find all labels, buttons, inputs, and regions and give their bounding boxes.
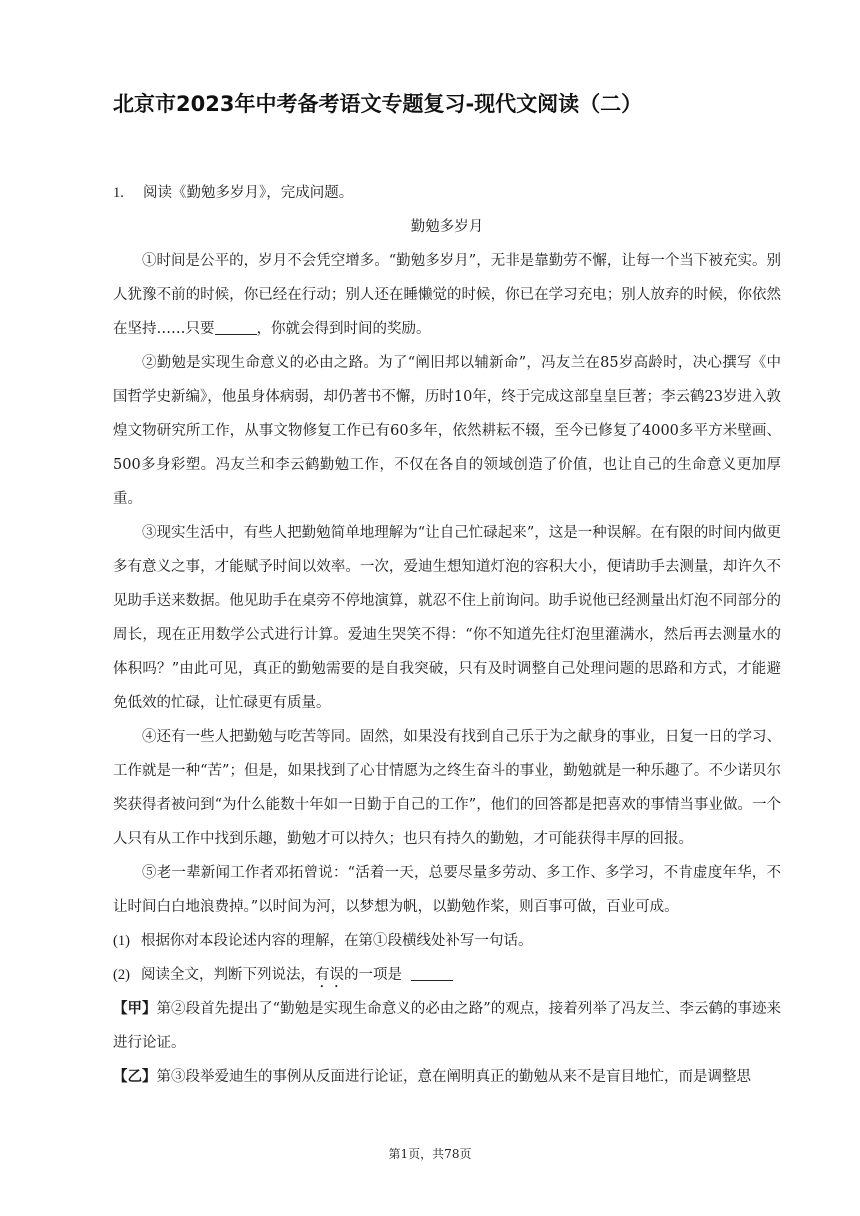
sub-question-1-number: (1): [113, 933, 130, 949]
paragraph-5: ⑤老一辈新闻工作者邓拓曾说：“活着一天，总要尽量多劳动、多工作、多学习，不肯虚度年华，不让时间白白地浪费掉。”以时间为河，以梦想为帆，以勤勉作桨，则百事可做，百业可成。: [113, 865, 781, 915]
paragraph-1-text-before-blank: ①时间是公平的，岁月不会凭空增多。“勤勉多岁月”，无非是靠勤劳不懈，让每一个当下被充实。别人犹豫不前的时候，你已经在行动；别人还在睡懒觉的时候，你已在学习充电；别人放弃的时候，你依然在坚持……只要: [113, 253, 781, 337]
option-jia-text: 第②段首先提出了“勤勉是实现生命意义的必由之路”的观点，接着列举了冯友兰、李云鹤的事迹来进行论证。: [113, 1001, 781, 1051]
paragraph-2: ②勤勉是实现生命意义的必由之路。为了“阐旧邦以辅新命”，冯友兰在85岁高龄时，决心撰写《中国哲学史新编》，他虽身体病弱，却仍著书不懈，历时10年，终于完成这部皇皇巨著；李云鹤23岁进入敦煌文物研究所工作，从事文物修复工作已有60多年，依然耕耘不辍，至今已修复了4000多平方米壁画、500多身彩塑。冯友兰和李云鹤勤勉工作，不仅在各自的领域创造了价值，也让自己的生命意义更加厚重。: [113, 355, 781, 507]
answer-blank: [411, 966, 453, 981]
question-header: [113, 176, 781, 210]
sub-question-1: [113, 924, 781, 958]
question-instruction: 阅读《勤勉多岁月》，完成问题。: [143, 185, 354, 201]
paragraph-1: [113, 244, 781, 346]
question-number: 1.: [113, 185, 124, 201]
paragraph-1-text-after-blank: ，你就会得到时间的奖励。: [256, 321, 431, 337]
option-yi-label: 【乙】: [113, 1068, 157, 1085]
sub-question-2-text-before: 阅读全文，判断下列说法，: [141, 967, 315, 983]
sub-question-2: [113, 958, 781, 992]
sub-question-2-emphasis: 有误: [315, 967, 344, 983]
page-footer: 第1页，共78页: [388, 1147, 472, 1161]
option-jia-label: 【甲】: [113, 1000, 157, 1017]
paragraph-3: ③现实生活中，有些人把勤勉简单地理解为“让自己忙碌起来”，这是一种误解。在有限的时间内做更多有意义之事，才能赋予时间以效率。一次，爱迪生想知道灯泡的容积大小，便请助手去测量，却许久不见助手送来数据。他见助手在桌旁不停地演算，就忍不住上前询问。助手说他已经测量出灯泡不同部分的周长，现在正用数学公式进行计算。爱迪生哭笑不得：“你不知道先往灯泡里灌满水，然后再去测量水的体积吗？”由此可见，真正的勤勉需要的是自我突破，只有及时调整自己处理问题的思路和方式，才能避免低效的忙碌，让忙碌更有质量。: [113, 525, 781, 711]
sub-question-1-text: 根据你对本段论述内容的理解，在第①段横线处补写一句话。: [141, 933, 533, 949]
fill-in-blank: [215, 320, 257, 335]
option-yi: [113, 1060, 781, 1094]
sub-question-2-text-after: 的一项是: [344, 967, 402, 983]
option-jia: [113, 992, 781, 1060]
document-title: 北京市2023年中考备考语文专题复习-现代文阅读（二）: [113, 92, 643, 116]
paragraph-4: ④还有一些人把勤勉与吃苦等同。固然，如果没有找到自己乐于为之献身的事业，日复一日的学习、工作就是一种“苦”；但是，如果找到了心甘情愿为之终生奋斗的事业，勤勉就是一种乐趣了。不少诺贝尔奖获得者被问到“为什么能数十年如一日勤于自己的工作”，他们的回答都是把喜欢的事情当事业做。一个人只有从工作中找到乐趣，勤勉才可以持久；也只有持久的勤勉，才可能获得丰厚的回报。: [113, 729, 781, 847]
question-content: [113, 176, 781, 1094]
option-yi-text: 第③段举爱迪生的事例从反面进行论证，意在阐明真正的勤勉从来不是盲目地忙，而是调整思: [156, 1069, 751, 1085]
article-title: 勤勉多岁月: [410, 219, 484, 235]
sub-question-2-number: (2): [113, 967, 130, 983]
